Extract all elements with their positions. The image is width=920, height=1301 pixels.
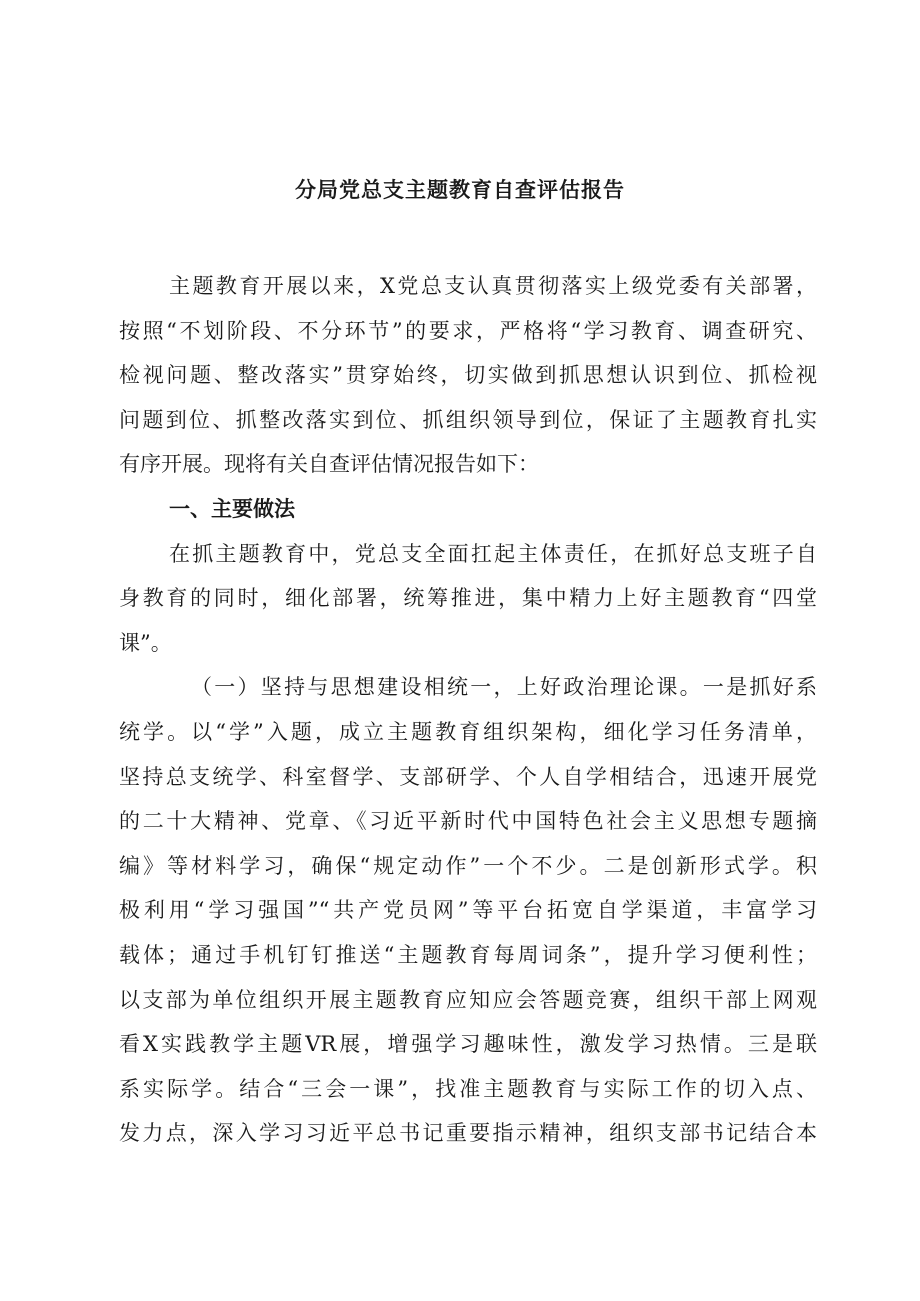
paragraph-line: 主题教育开展以来，X党总支认真贯彻落实上级党委有关部署， (169, 274, 817, 298)
paragraph-line: 以支部为单位组织开展主题教育应知应会答题竞赛，组织干部上网观 (119, 987, 817, 1012)
paragraph-line: 课”。 (119, 630, 172, 655)
paragraph-line: 在抓主题教育中，党总支全面扛起主体责任，在抓好总支班子自 (169, 541, 817, 566)
paragraph-line: 系实际学。结合“三会一课”，找准主题教育与实际工作的切入点、 (119, 1076, 817, 1101)
paragraph-line: 编》等材料学习，确保“规定动作”一个不少。二是创新形式学。积 (119, 853, 817, 878)
document-title: 分局党总支主题教育自查评估报告 (295, 177, 625, 202)
paragraph-line: 的二十大精神、党章、《习近平新时代中国特色社会主义思想专题摘 (119, 809, 817, 834)
paragraph-line: 看X实践教学主题VR展，增强学习趣味性，激发学习热情。三是联 (119, 1032, 817, 1057)
paragraph-line: 载体；通过手机钉钉推送“主题教育每周词条”，提升学习便利性； (119, 942, 817, 967)
section-heading: 一、主要做法 (169, 495, 295, 521)
paragraph-line: 检视问题、整改落实”贯穿始终，切实做到抓思想认识到位、抓检视 (119, 363, 817, 388)
paragraph-line: 坚持总支统学、科室督学、支部研学、个人自学相结合，迅速开展党 (119, 764, 817, 789)
paragraph-line: 统学。以“学”入题，成立主题教育组织架构，细化学习任务清单， (119, 719, 817, 744)
paragraph-line: 极利用“学习强国”“共产党员网”等平台拓宽自学渠道，丰富学习 (119, 898, 817, 923)
paragraph-line: （一）坚持与思想建设相统一，上好政治理论课。一是抓好系 (191, 675, 817, 700)
paragraph-line: 问题到位、抓整改落实到位、抓组织领导到位，保证了主题教育扎实 (119, 407, 817, 432)
paragraph-line: 按照“不划阶段、不分环节”的要求，严格将“学习教育、调查研究、 (119, 318, 817, 343)
paragraph-line: 身教育的同时，细化部署，统筹推进，集中精力上好主题教育“四堂 (119, 586, 817, 611)
paragraph-line: 发力点，深入学习习近平总书记重要指示精神，组织支部书记结合本 (119, 1121, 817, 1146)
document-body (119, 264, 817, 1156)
paragraph-line: 有序开展。现将有关自查评估情况报告如下： (119, 452, 539, 477)
